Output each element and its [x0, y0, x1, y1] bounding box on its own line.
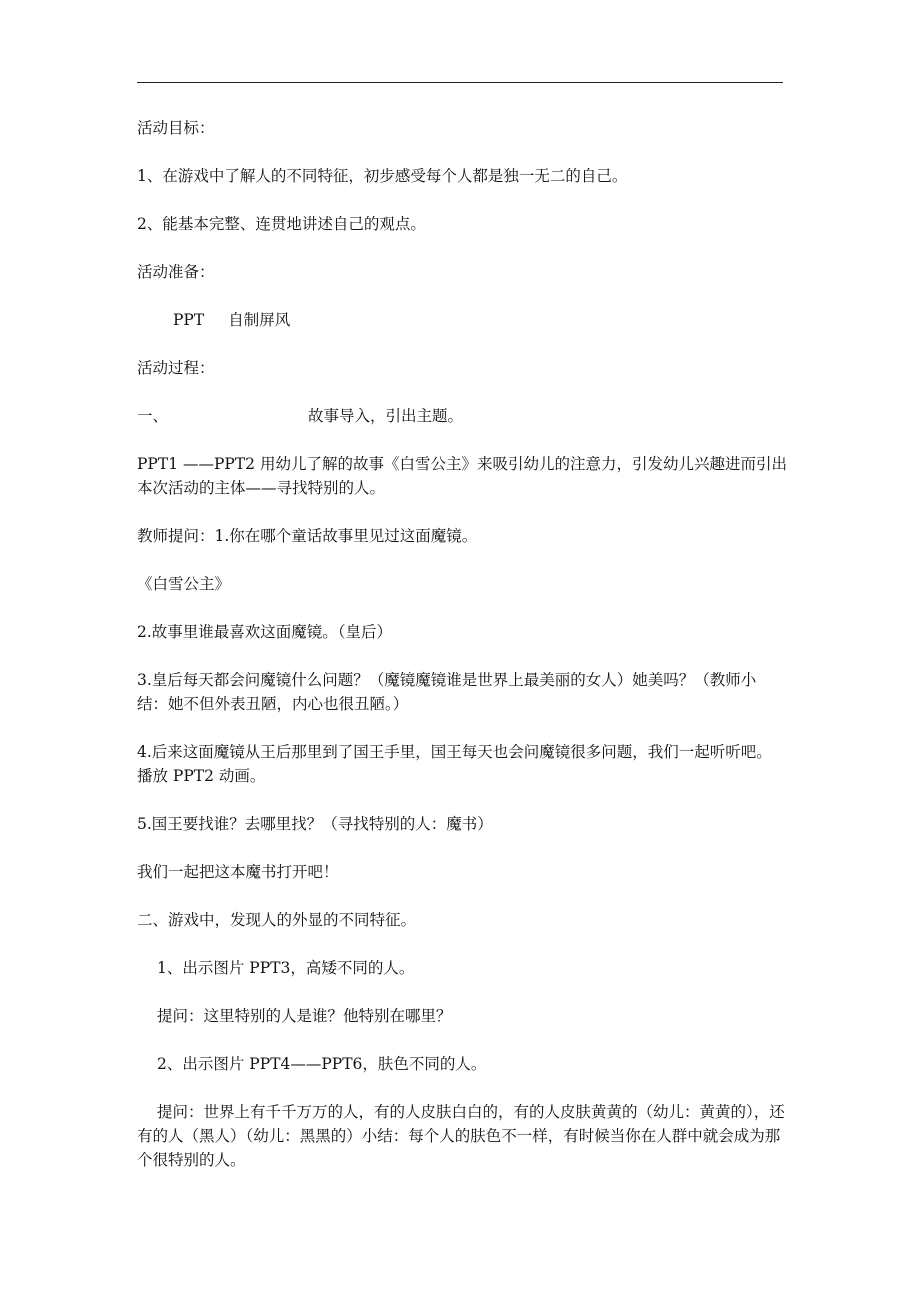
section-1-number: 一、	[137, 407, 169, 425]
question-5: 5.国王要找谁？去哪里找？（寻找特别的人：魔书）	[137, 815, 493, 833]
goal-2: 2、能基本完整、连贯地讲述自己的观点。	[137, 215, 426, 233]
section-2-item-1: 1、出示图片 PPT3，高矮不同的人。	[157, 959, 415, 977]
goals-heading: 活动目标：	[137, 119, 215, 137]
prep-items	[173, 308, 823, 332]
section-2-question-2: 提问：世界上有千千万万的人，有的人皮肤白白的，有的人皮肤黄黄的（幼儿：黄黄的），还有的人（黑人）（幼儿：黑黑的）小结：每个人的肤色不一样，有时候当你在人群中就会成为那个很特别的人。	[137, 1103, 785, 1169]
question-1: 教师提问：1.你在哪个童话故事里见过这面魔镜。	[137, 527, 478, 545]
prep-item-screen: 自制屏风	[228, 311, 291, 329]
question-2: 2.故事里谁最喜欢这面魔镜。（皇后）	[137, 623, 393, 641]
header-rule	[137, 82, 783, 83]
section-1-heading	[137, 404, 787, 428]
open-book-line: 我们一起把这本魔书打开吧！	[137, 863, 339, 881]
answer-1: 《白雪公主》	[137, 575, 231, 593]
section-1-title: 故事导入，引出主题。	[308, 407, 464, 425]
question-4: 4.后来这面魔镜从王后那里到了国王手里，国王每天也会问魔镜很多问题，我们一起听听吧。播放 PPT2 动画。	[137, 743, 772, 785]
process-heading: 活动过程：	[137, 359, 215, 377]
prep-item-ppt: PPT	[173, 311, 205, 329]
section-2-question-1: 提问：这里特别的人是谁？他特别在哪里？	[157, 1007, 452, 1025]
question-3: 3.皇后每天都会问魔镜什么问题？（魔镜魔镜谁是世界上最美丽的女人）她美吗？（教师小结：她不但外表丑陋，内心也很丑陋。）	[137, 671, 757, 713]
section-2-item-2: 2、出示图片 PPT4——PPT6，肤色不同的人。	[157, 1055, 487, 1073]
section-2-heading: 二、游戏中，发现人的外显的不同特征。	[137, 911, 417, 929]
prep-heading: 活动准备：	[137, 263, 215, 281]
goal-1: 1、在游戏中了解人的不同特征，初步感受每个人都是独一无二的自己。	[137, 167, 628, 185]
ppt-intro-paragraph: PPT1 ——PPT2 用幼儿了解的故事《白雪公主》来吸引幼儿的注意力，引发幼儿兴趣进而引出本次活动的主体——寻找特别的人。	[137, 455, 787, 497]
